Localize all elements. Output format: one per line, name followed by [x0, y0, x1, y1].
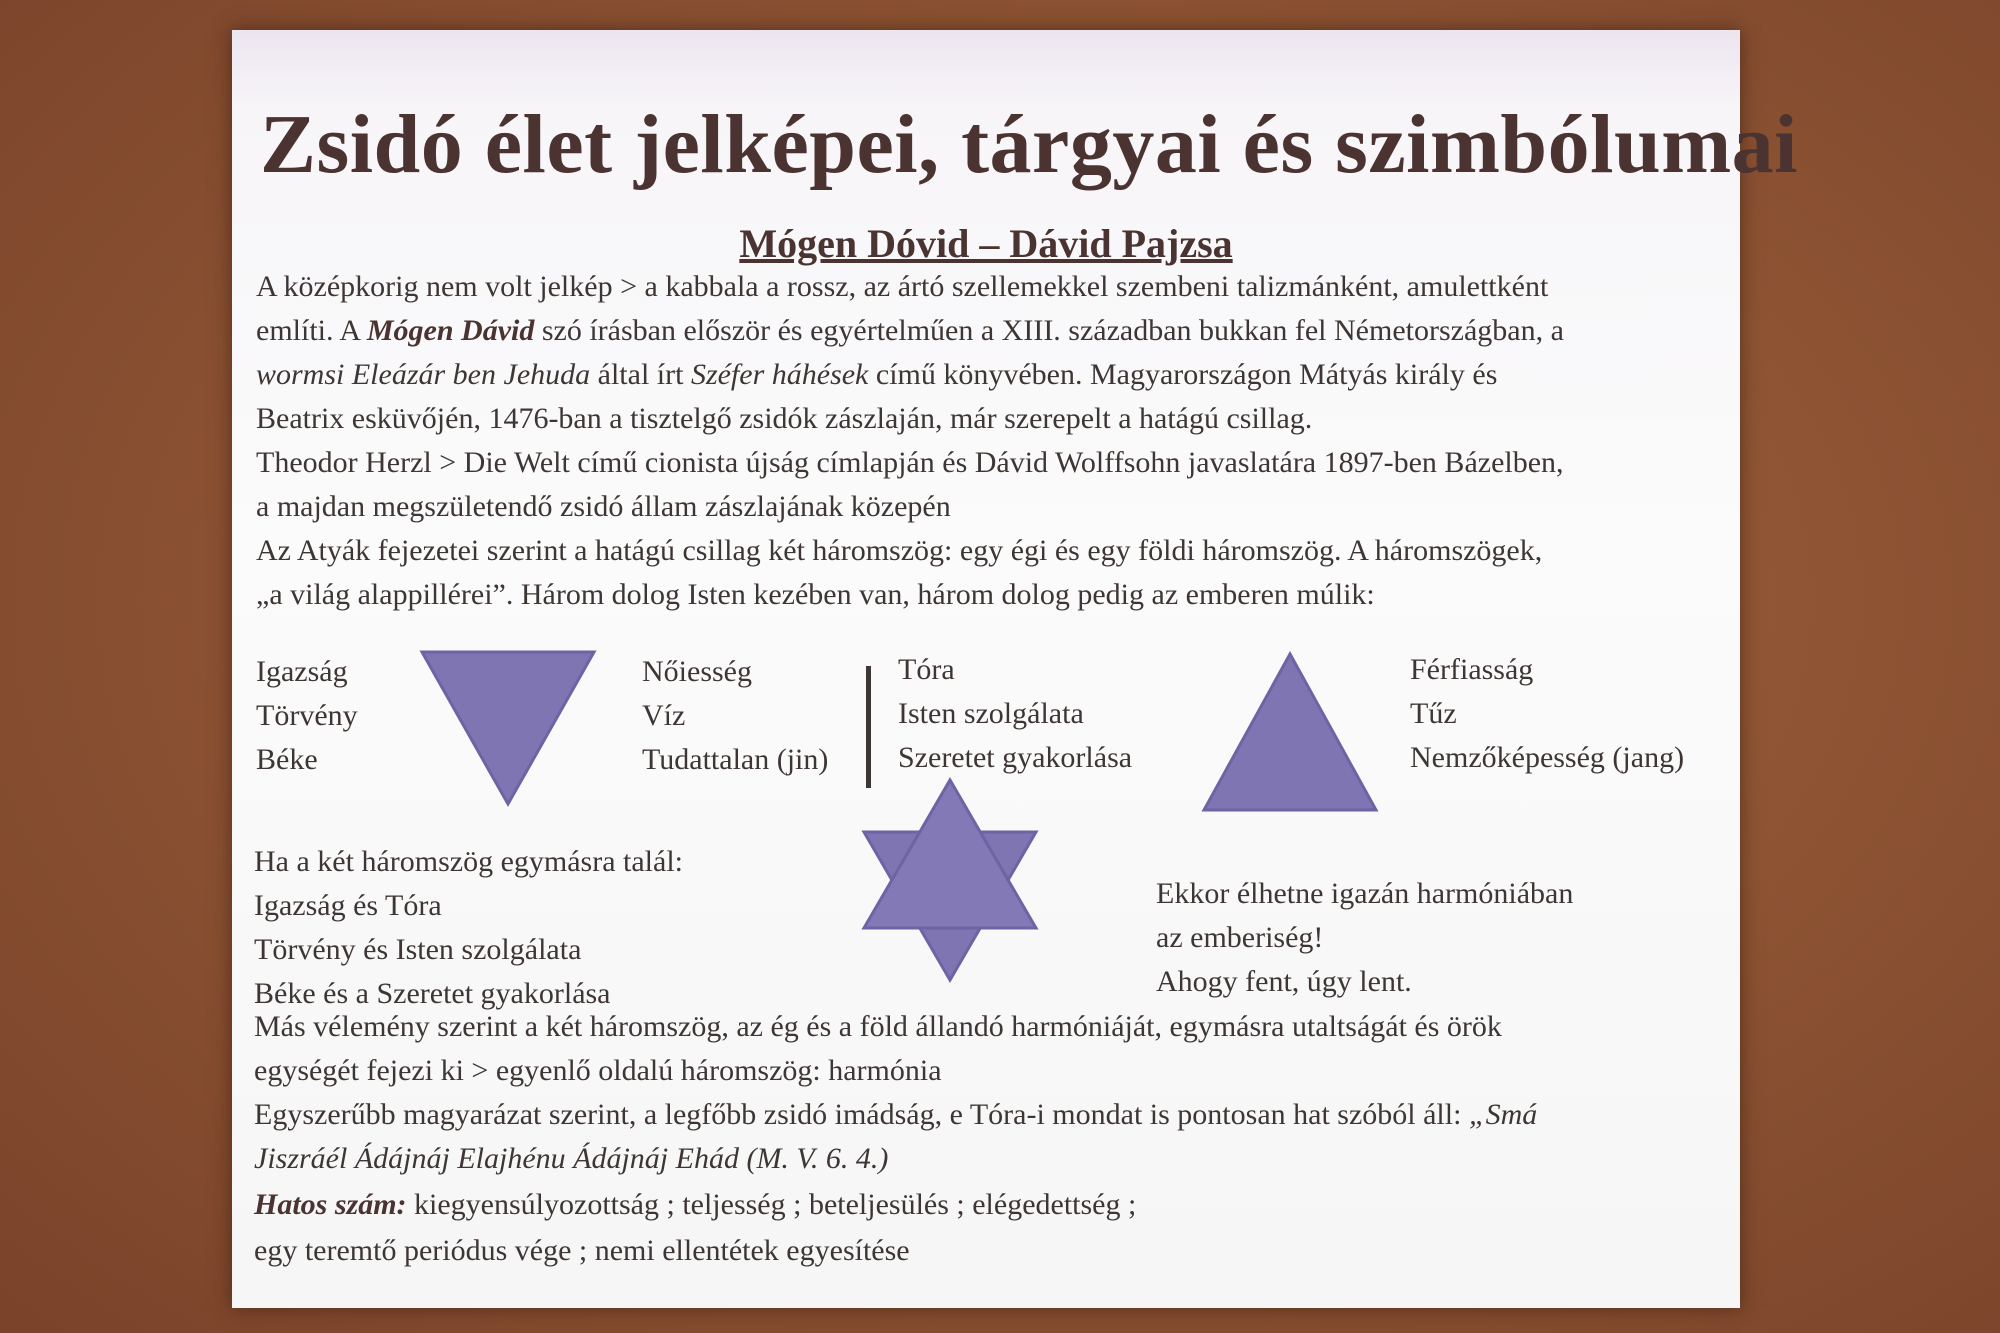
combination-heading: Ha a két háromszög egymásra talál: [254, 845, 683, 878]
column-female-attributes [642, 650, 828, 782]
list-item: Béke [256, 743, 318, 776]
text-line: Más vélemény szerint a két háromszög, az ég és a föld állandó harmóniáját, egymásra utaltságát és örök [254, 1010, 1502, 1043]
list-item: Tóra [898, 653, 955, 686]
list-item: Nőiesség [642, 655, 752, 688]
column-left-values [256, 650, 358, 782]
projection-screen [232, 30, 1799, 1308]
combination-list [254, 840, 683, 1016]
list-item: Törvény [256, 699, 358, 732]
text-line: egy teremtő periódus vége ; nemi ellentétek egyesítése [254, 1234, 910, 1267]
text-line: Theodor Herzl > Die Welt című cionista újság címlapján és Dávid Wolffsohn javaslatára 1897-ben Bázelben, [256, 446, 1564, 479]
text-line: „a világ alappillérei”. Három dolog Isten kezében van, három dolog pedig az emberen múlik: [256, 578, 1375, 611]
harmony-line: Ahogy fent, úgy lent. [1156, 965, 1412, 998]
list-item: Víz [642, 699, 686, 732]
text-line: A középkorig nem volt jelkép > a kabbala a rossz, az ártó szellemekkel szembeni talizmánként, amulettként [256, 270, 1549, 303]
triangle-shape [422, 652, 594, 804]
column-divine-values [898, 648, 1132, 780]
slide [232, 30, 1799, 1308]
list-item: Szeretet gyakorlása [898, 741, 1133, 774]
slide-title: Zsidó élet jelképei, tárgyai és szimbólumai [260, 98, 1799, 191]
triangle-shape [1204, 654, 1376, 810]
list-item: Béke és a Szeretet gyakorlása [254, 977, 611, 1010]
upward-triangle [1200, 650, 1380, 814]
harmony-text [1156, 872, 1573, 1004]
harmony-line: Ekkor élhetne igazán harmóniában [1156, 877, 1574, 910]
list-item: Isten szolgálata [898, 697, 1084, 730]
text-line: Jiszráél Ádájnáj Elajhénu Ádájnáj Ehád (M. V. 6. 4.) [254, 1142, 889, 1175]
list-item: Igazság és Tóra [254, 889, 442, 922]
column-divider [866, 666, 871, 788]
column-male-attributes [1410, 648, 1684, 780]
text-line: Egyszerűbb magyarázat szerint, a legfőbb zsidó imádság, e Tóra-i mondat is pontosan hat szóból áll: „Smá [254, 1098, 1538, 1131]
list-item: Férfiasság [1410, 653, 1534, 686]
text-line: wormsi Eleázár ben Jehuda által írt Széfer háhések című könyvében. Magyarországon Mátyás király és [256, 358, 1498, 391]
list-item: Törvény és Isten szolgálata [254, 933, 582, 966]
list-item: Nemzőképesség (jang) [1410, 741, 1685, 774]
slide-subtitle: Mógen Dóvid – Dávid Pajzsa [739, 221, 1233, 266]
text-line: Beatrix esküvőjén, 1476-ban a tisztelgő zsidók zászlaján, már szerepelt a hatágú csillag. [256, 402, 1313, 435]
list-item: Tudattalan (jin) [642, 743, 829, 776]
text-line: a majdan megszületendő zsidó állam zászlajának közepén [256, 490, 951, 523]
downward-triangle [418, 648, 598, 808]
list-item: Igazság [256, 655, 348, 688]
harmony-line: az emberiség! [1156, 921, 1324, 954]
text-line: említi. A Mógen Dávid szó írásban először és egyértelműen a XIII. században bukkan fel Németországban, a [256, 314, 1564, 347]
text-line: Az Atyák fejezetei szerint a hatágú csillag két háromszög: egy égi és egy földi háromszög. A háromszögek, [256, 534, 1543, 567]
list-item: Tűz [1410, 697, 1457, 730]
star-of-david-icon [854, 774, 1046, 986]
text-line: egységét fejezi ki > egyenlő oldalú háromszög: harmónia [254, 1054, 942, 1087]
text-line: Hatos szám: kiegyensúlyozottság ; teljesség ; beteljesülés ; elégedettség ; [254, 1188, 1137, 1221]
